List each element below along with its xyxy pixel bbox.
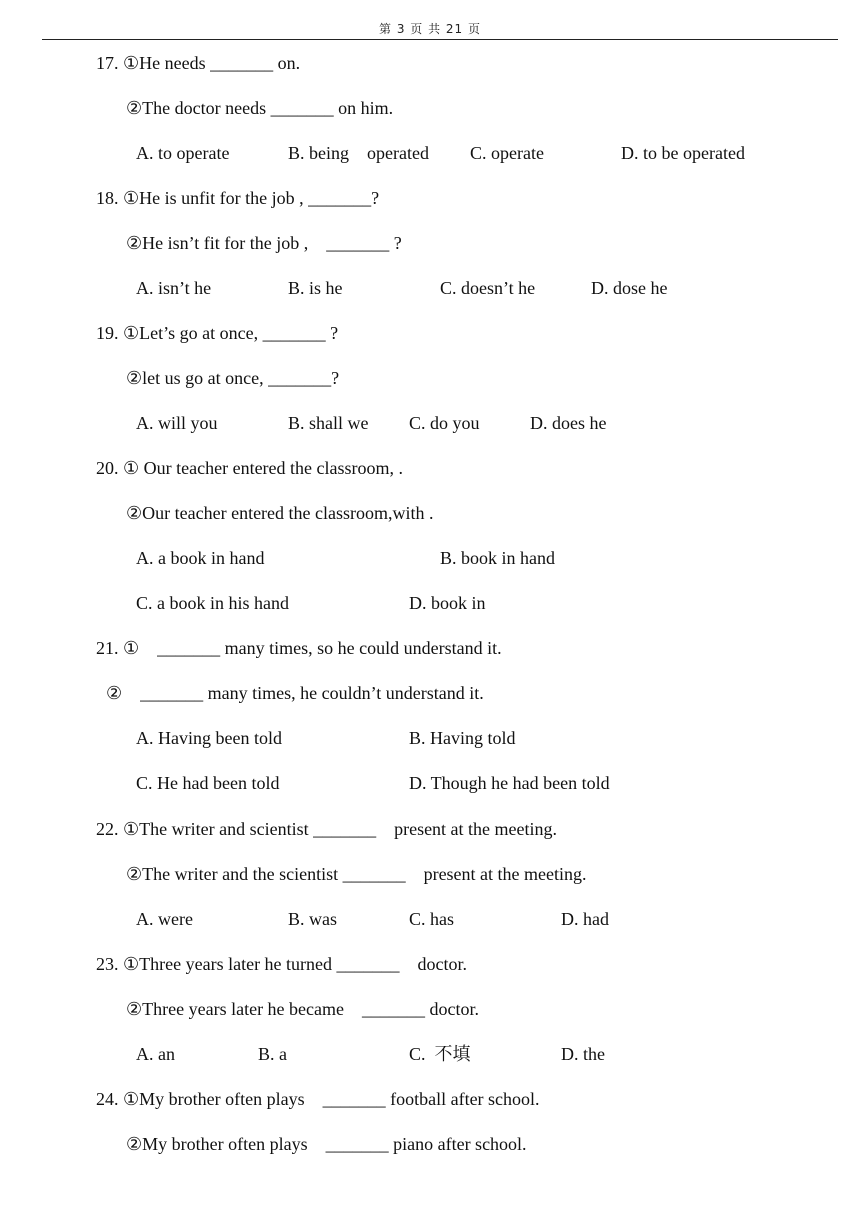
question-20-option-a: A. a book in hand	[136, 548, 265, 568]
question-19-sentence-1: 19. ①Let’s go at once, _______ ?	[96, 323, 339, 343]
question-20-option-b: B. book in hand	[440, 548, 555, 568]
question-18-option-a: A. isn’t he	[136, 278, 212, 298]
question-23-option-c: C. 不填	[409, 1044, 471, 1064]
question-21-option-a: A. Having been told	[136, 728, 282, 748]
question-23-sentence-2: ②Three years later he became _______ doctor.	[126, 999, 479, 1019]
question-23-sentence-1: 23. ①Three years later he turned _______ doctor.	[96, 954, 468, 974]
question-18-sentence-1: 18. ①He is unfit for the job , _______?	[96, 188, 380, 208]
question-21-sentence-2: ② _______ many times, he couldn’t understand it.	[106, 683, 484, 703]
question-17-option-a: A. to operate	[136, 143, 230, 163]
question-20-sentence-2: ②Our teacher entered the classroom,with .	[126, 503, 434, 523]
question-21-sentence-1: 21. ① _______ many times, so he could understand it.	[96, 638, 502, 658]
page-header: 第 3 页 共 21 页	[379, 22, 481, 36]
question-19-option-a: A. will you	[136, 413, 218, 433]
question-23-option-b: B. a	[258, 1044, 287, 1064]
question-17-option-b: B. being operated	[288, 143, 429, 163]
question-18-sentence-2: ②He isn’t fit for the job , _______ ?	[126, 233, 402, 253]
question-17-option-d: D. to be operated	[621, 143, 745, 163]
question-17-option-c: C. operate	[470, 143, 544, 163]
question-22-sentence-1: 22. ①The writer and scientist _______ present at the meeting.	[96, 819, 558, 839]
question-18-option-b: B. is he	[288, 278, 343, 298]
question-17-sentence-2: ②The doctor needs _______ on him.	[126, 98, 394, 118]
question-18-option-c: C. doesn’t he	[440, 278, 536, 298]
question-24-sentence-1: 24. ①My brother often plays _______ football after school.	[96, 1089, 540, 1109]
question-21-option-b: B. Having told	[409, 728, 516, 748]
question-21-option-d: D. Though he had been told	[409, 773, 610, 793]
question-19-sentence-2: ②let us go at once, _______?	[126, 368, 340, 388]
question-22-option-d: D. had	[561, 909, 609, 929]
question-24-sentence-2: ②My brother often plays _______ piano after school.	[126, 1134, 527, 1154]
question-18-option-d: D. dose he	[591, 278, 668, 298]
question-17-sentence-1: 17. ①He needs _______ on.	[96, 53, 301, 73]
question-19-option-c: C. do you	[409, 413, 480, 433]
question-19-option-d: D. does he	[530, 413, 607, 433]
question-20-sentence-1: 20. ① Our teacher entered the classroom, .	[96, 458, 404, 478]
question-23-option-d: D. the	[561, 1044, 605, 1064]
header-divider	[42, 39, 838, 40]
question-22-option-c: C. has	[409, 909, 454, 929]
question-20-option-c: C. a book in his hand	[136, 593, 289, 613]
question-22-sentence-2: ②The writer and the scientist _______ present at the meeting.	[126, 864, 587, 884]
question-20-option-d: D. book in	[409, 593, 486, 613]
question-22-option-b: B. was	[288, 909, 337, 929]
question-23-option-a: A. an	[136, 1044, 175, 1064]
question-19-option-b: B. shall we	[288, 413, 369, 433]
question-21-option-c: C. He had been told	[136, 773, 280, 793]
question-22-option-a: A. were	[136, 909, 193, 929]
